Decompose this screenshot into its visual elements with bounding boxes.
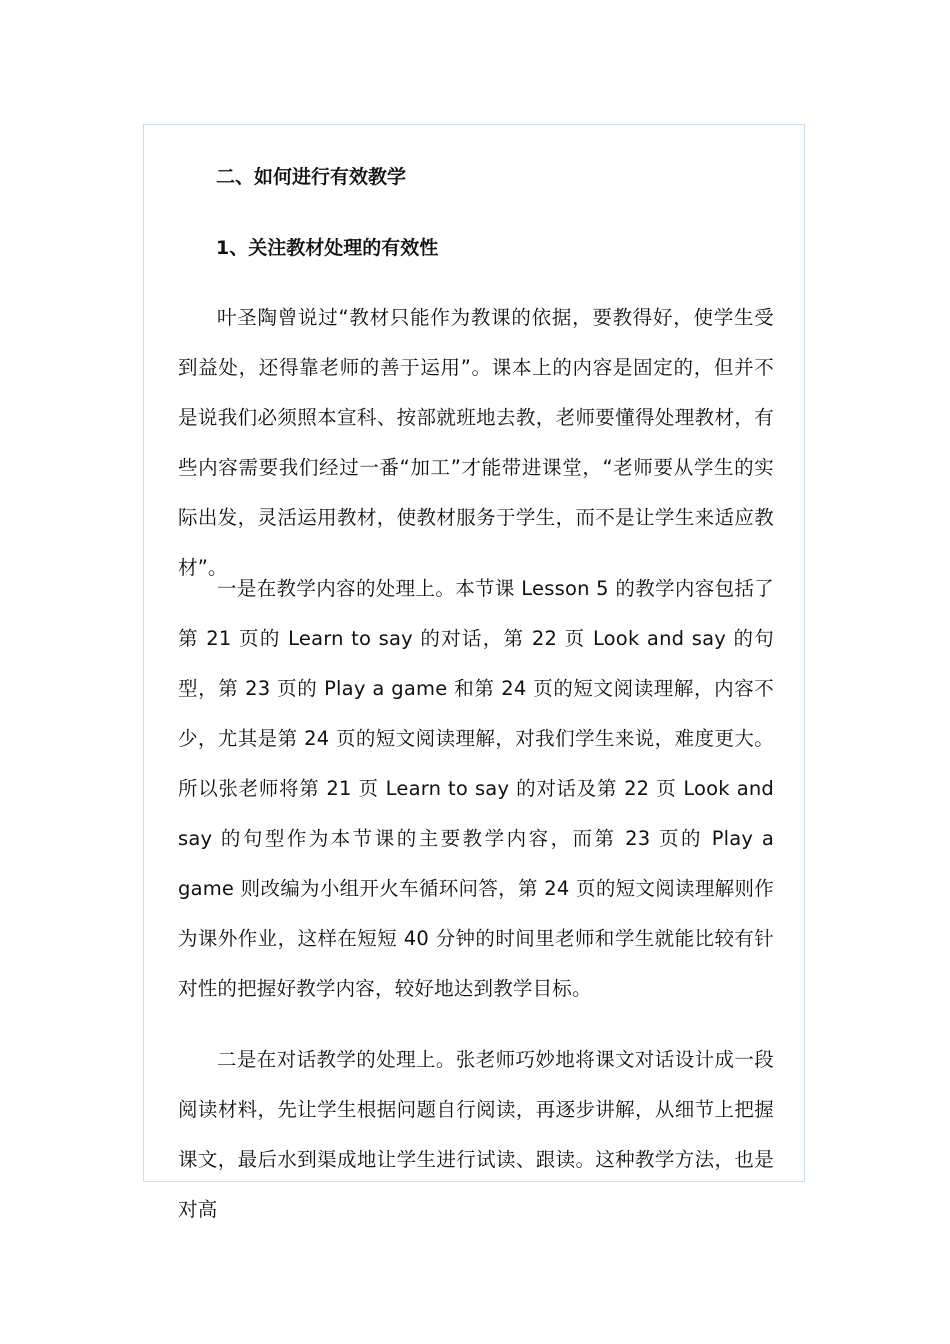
paragraph: 叶圣陶曾说过“教材只能作为教课的依据，要教得好，使学生受到益处，还得靠老师的善于运用”。课本上的内容是固定的，但并不是说我们必须照本宣科、按部就班地去教，老师要懂得处理教材，有些内容需要我们经过一番“加工”才能带进课堂，“老师要从学生的实际出发，灵活运用教材，使教材服务于学生，而不是让学生来适应教材”。 [178, 306, 774, 579]
section-heading: 二、如何进行有效教学 [216, 166, 407, 188]
paragraph: 二是在对话教学的处理上。张老师巧妙地将课文对话设计成一段阅读材料，先让学生根据问题自行阅读，再逐步讲解，从细节上把握课文，最后水到渠成地让学生进行试读、跟读。这种教学方法，也是对高 [178, 1048, 774, 1221]
page-frame [143, 124, 805, 1221]
subsection-heading: 1、关注教材处理的有效性 [216, 237, 439, 259]
paragraph: 一是在教学内容的处理上。本节课 Lesson 5 的教学内容包括了第 21 页的 Learn to say 的对话，第 22 页 Look and say 的句型，第 23 页的 Play a game 和第 24 页的短文阅读理解，内容不少，尤其是第 24 页的短文阅读理解，对我们学生来说，难度更大。所以张老师将第 21 页 Learn to say 的对话及第 22 页 Look and say 的句型作为本节课的主要教学内容，而第 23 页的 Play a game 则改编为小组开火车循环问答，第 24 页的短文阅读理解则作为课外作业，这样在短短 40 分钟的时间里老师和学生就能比较有针对性的把握好教学内容，较好地达到教学目标。 [178, 577, 774, 1000]
